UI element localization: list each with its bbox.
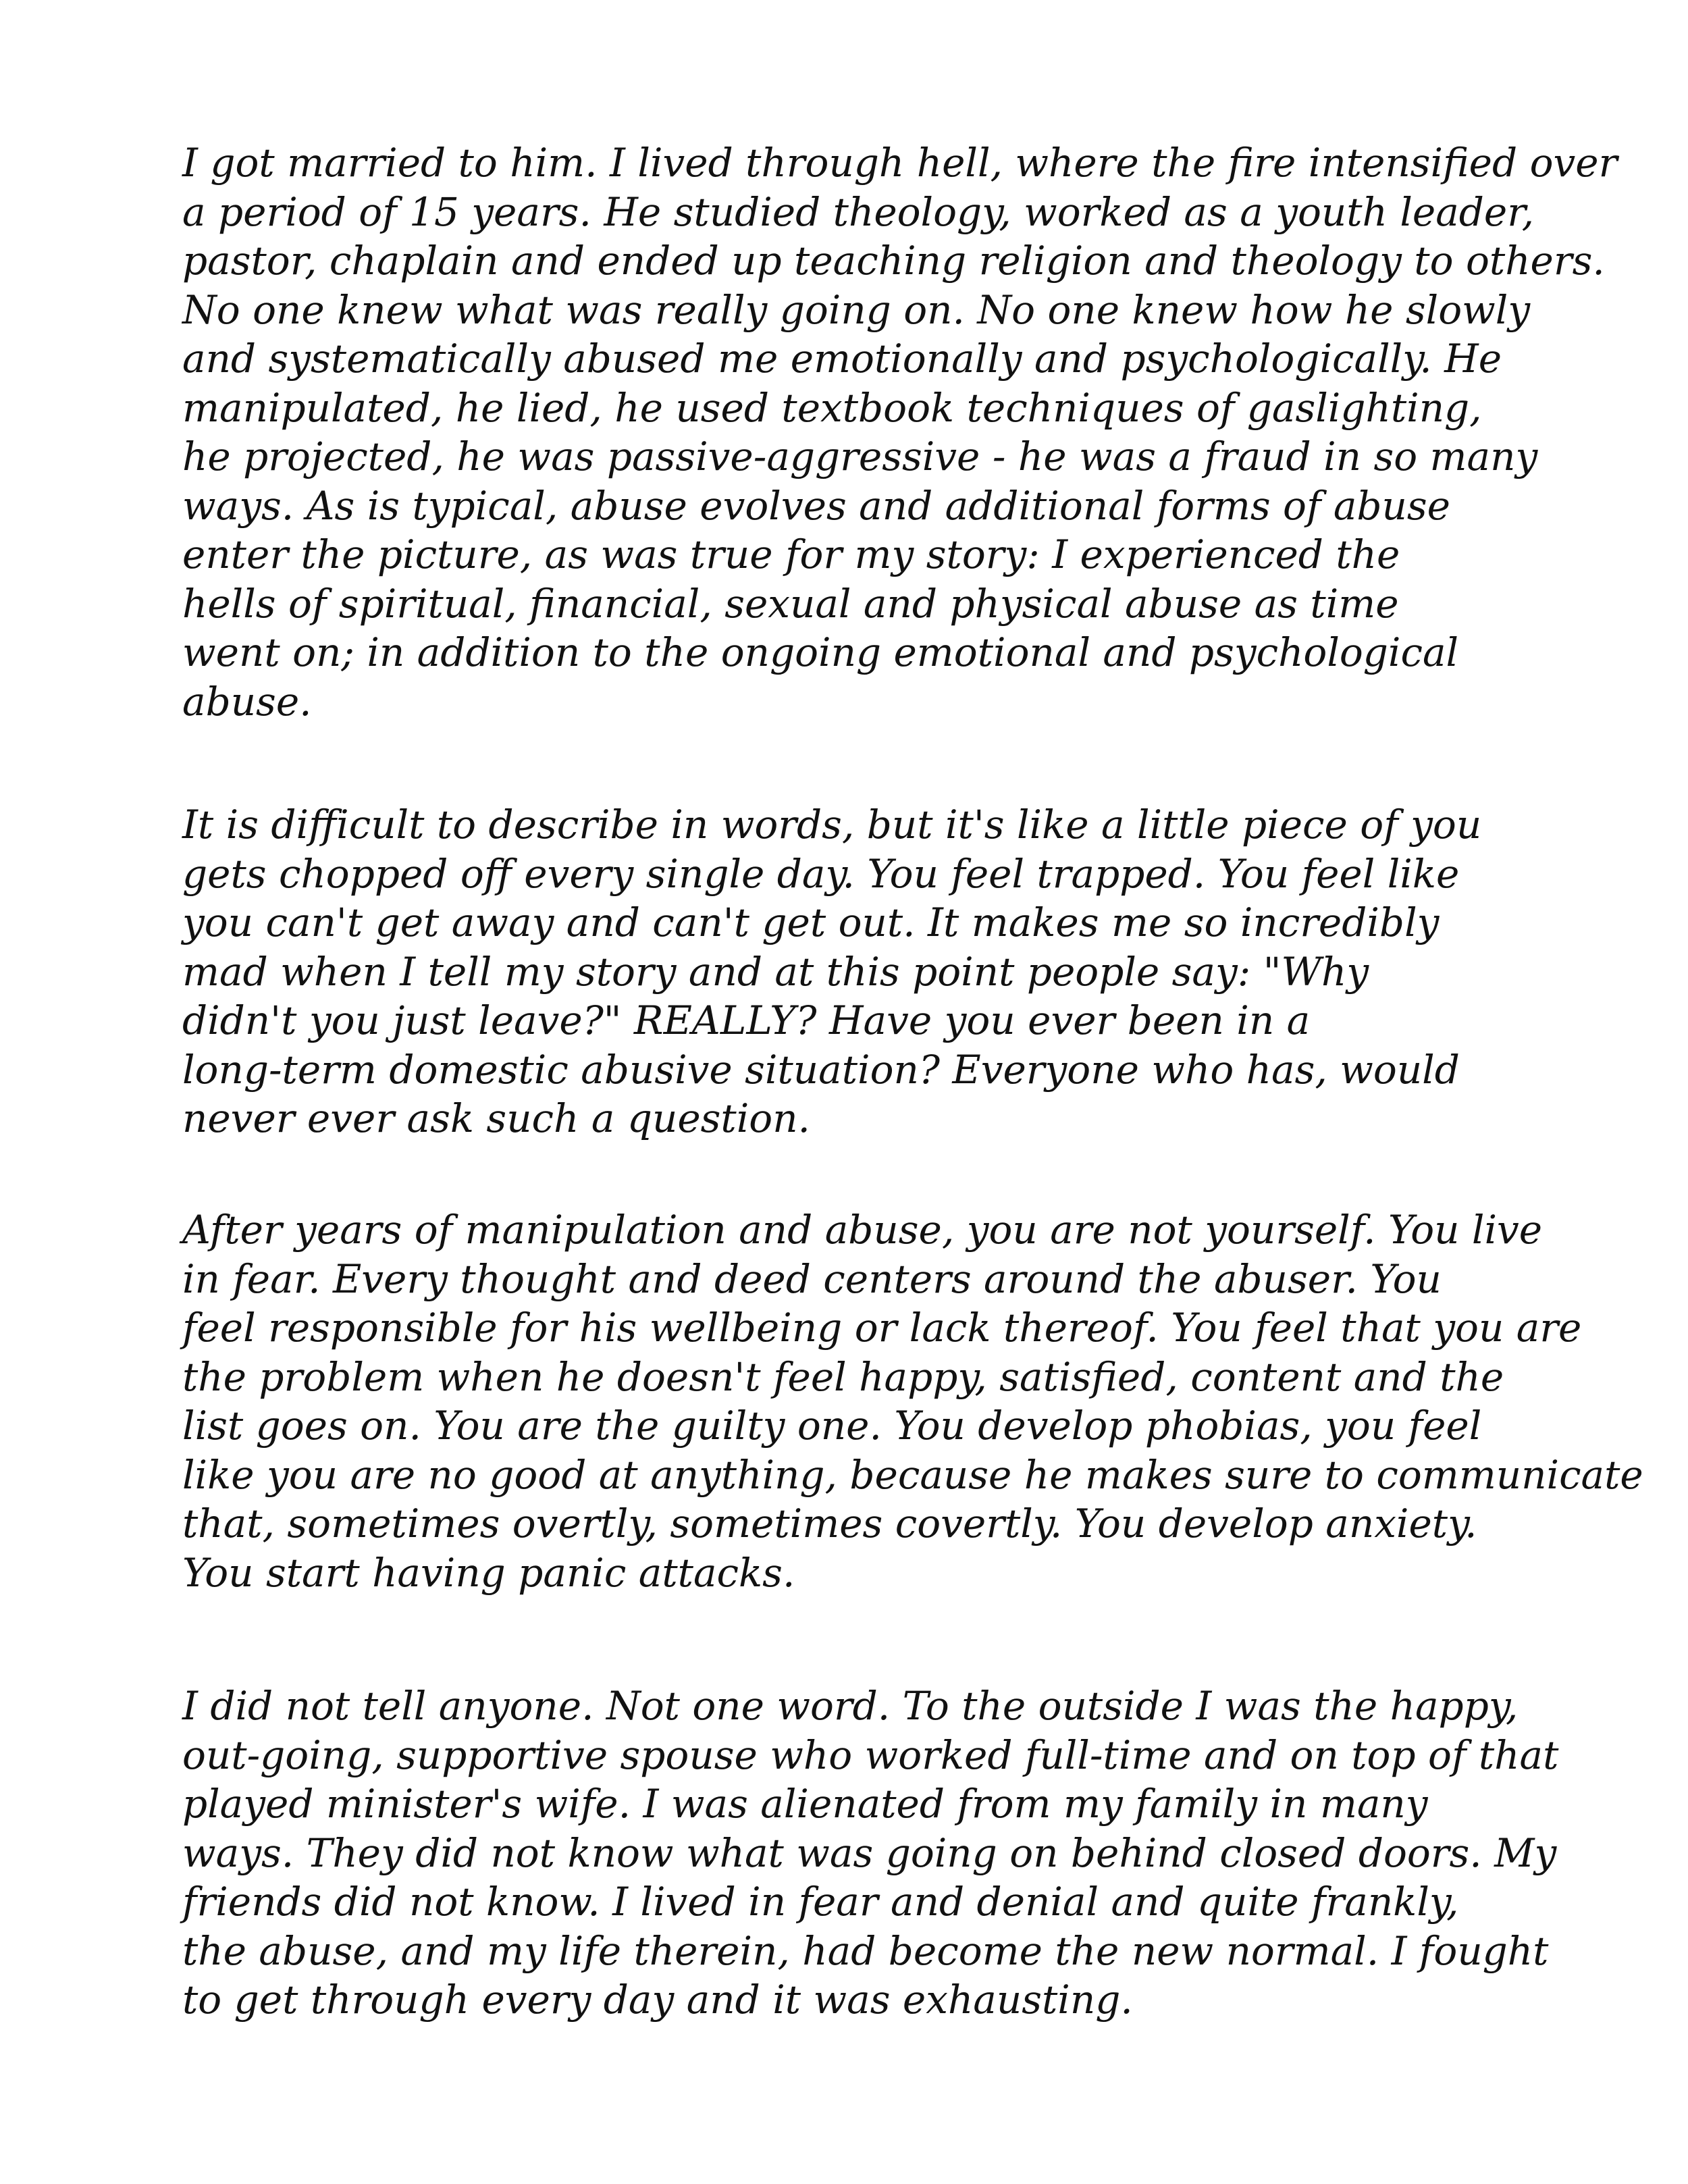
- text-line: No one knew what was really going on. No one knew how he slowly: [182, 286, 1531, 333]
- text-line: enter the picture, as was true for my story: I experienced the: [182, 531, 1400, 577]
- text-line: hells of spiritual, financial, sexual and physical abuse as time: [182, 580, 1399, 627]
- text-line: mad when I tell my story and at this point people say: "Why: [182, 948, 1369, 995]
- text-line: to get through every day and it was exhausting.: [182, 1977, 1133, 2023]
- text-line: ways. They did not know what was going on behind closed doors. My: [182, 1829, 1557, 1876]
- text-line: a period of 15 years. He studied theology, worked as a youth leader,: [182, 188, 1535, 235]
- text-line: ways. As is typical, abuse evolves and additional forms of abuse: [182, 482, 1451, 529]
- text-line: gets chopped off every single day. You feel trapped. You feel like: [182, 850, 1460, 897]
- text-line: went on; in addition to the ongoing emotional and psychological: [182, 629, 1459, 675]
- text-line: he projected, he was passive-aggressive - he was a fraud in so many: [182, 434, 1538, 479]
- text-line: I got married to him. I lived through hell, where the fire intensified over: [182, 140, 1618, 186]
- text-line: abuse.: [182, 678, 312, 725]
- paragraph-1: [182, 138, 1618, 726]
- paragraph-2: [182, 800, 1506, 1143]
- text-line: the problem when he doesn't feel happy, satisfied, content and the: [182, 1353, 1504, 1400]
- text-line: friends did not know. I lived in fear and denial and quite frankly,: [182, 1879, 1459, 1925]
- text-line: After years of manipulation and abuse, you are not yourself. You live: [182, 1207, 1543, 1253]
- text-line: pastor, chaplain and ended up teaching religion and theology to others.: [182, 238, 1605, 284]
- text-line: like you are no good at anything, because he makes sure to communicate: [182, 1451, 1643, 1498]
- text-line: long-term domestic abusive situation? Everyone who has, would: [182, 1046, 1460, 1093]
- text-line: I did not tell anyone. Not one word. To the outside I was the happy,: [182, 1683, 1519, 1729]
- text-line: out-going, supportive spouse who worked full-time and on top of that: [182, 1732, 1559, 1778]
- text-line: in fear. Every thought and deed centers around the abuser. You: [182, 1255, 1442, 1302]
- text-line: list goes on. You are the guilty one. You develop phobias, you feel: [182, 1403, 1482, 1449]
- text-line: didn't you just leave?" REALLY? Have you ever been in a: [182, 997, 1311, 1043]
- text-line: It is difficult to describe in words, but it's like a little piece of you: [182, 802, 1482, 848]
- text-line: that, sometimes overtly, sometimes covertly. You develop anxiety.: [182, 1501, 1477, 1546]
- paragraph-4: [182, 1682, 1559, 2025]
- text-line: and systematically abused me emotionally and psychologically. He: [182, 336, 1502, 382]
- text-line: feel responsible for his wellbeing or lack thereof. You feel that you are: [182, 1305, 1582, 1351]
- paragraph-3: [182, 1205, 1643, 1597]
- text-line: played minister's wife. I was alienated from my family in many: [182, 1781, 1428, 1827]
- text-line: manipulated, he lied, he used textbook techniques of gaslighting,: [182, 384, 1482, 431]
- text-line: you can't get away and can't get out. It makes me so incredibly: [182, 900, 1440, 945]
- text-line: You start having panic attacks.: [182, 1549, 795, 1596]
- text-line: the abuse, and my life therein, had become the new normal. I fought: [182, 1927, 1549, 1974]
- text-line: never ever ask such a question.: [182, 1095, 810, 1141]
